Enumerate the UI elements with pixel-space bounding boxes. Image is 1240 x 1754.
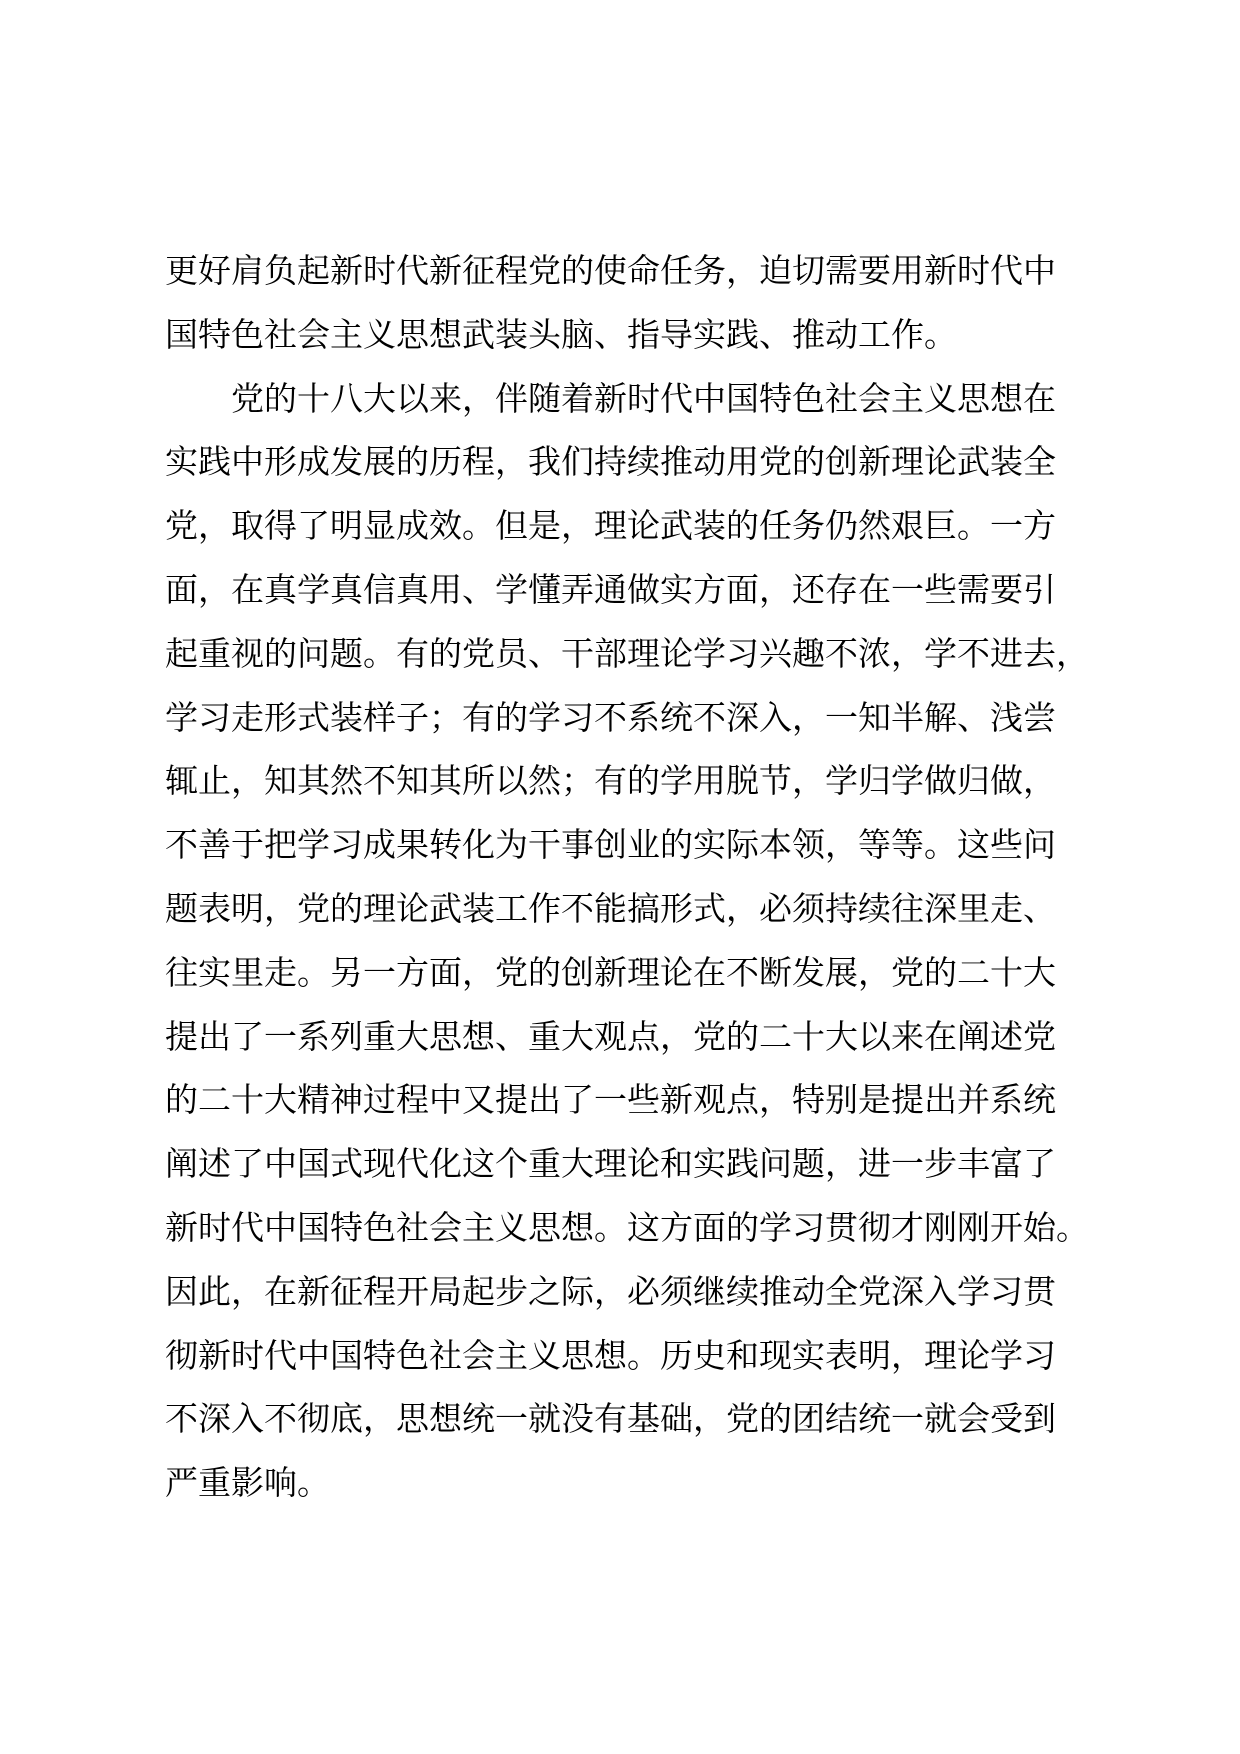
text-line: 不善于把学习成果转化为干事创业的实际本领，等等。这些问 (165, 825, 1056, 865)
text-line: 阐述了中国式现代化这个重大理论和实践问题，进一步丰富了 (165, 1144, 1056, 1184)
text-line: 起重视的问题。有的党员、干部理论学习兴趣不浓，学不进去， (165, 633, 1089, 673)
text-line: 的二十大精神过程中又提出了一些新观点，特别是提出并系统 (165, 1080, 1056, 1120)
text-line: 辄止，知其然不知其所以然；有的学用脱节，学归学做归做， (165, 761, 1056, 801)
text-line: 新时代中国特色社会主义思想。这方面的学习贯彻才刚刚开始。 (165, 1207, 1089, 1247)
text-line: 提出了一系列重大思想、重大观点，党的二十大以来在阐述党 (165, 1016, 1056, 1056)
text-line: 严重影响。 (165, 1463, 330, 1503)
text-line: 题表明，党的理论武装工作不能搞形式，必须持续往深里走、 (165, 888, 1056, 928)
text-line: 往实里走。另一方面，党的创新理论在不断发展，党的二十大 (165, 952, 1056, 992)
text-line: 学习走形式装样子；有的学习不系统不深入，一知半解、浅尝 (165, 697, 1056, 737)
text-line: 不深入不彻底，思想统一就没有基础，党的团结统一就会受到 (165, 1399, 1056, 1439)
text-line: 面，在真学真信真用、学懂弄通做实方面，还存在一些需要引 (165, 569, 1056, 609)
text-line: 党的十八大以来，伴随着新时代中国特色社会主义思想在 (165, 378, 1056, 418)
text-line: 彻新时代中国特色社会主义思想。历史和现实表明，理论学习 (165, 1335, 1056, 1375)
body-text (165, 239, 1095, 1515)
text-line: 党，取得了明显成效。但是，理论武装的任务仍然艰巨。一方 (165, 506, 1056, 546)
text-line: 因此，在新征程开局起步之际，必须继续推动全党深入学习贯 (165, 1271, 1056, 1311)
text-line: 国特色社会主义思想武装头脑、指导实践、推动工作。 (165, 314, 957, 354)
text-line: 实践中形成发展的历程，我们持续推动用党的创新理论武装全 (165, 442, 1056, 482)
text-line: 更好肩负起新时代新征程党的使命任务，迫切需要用新时代中 (165, 251, 1056, 290)
